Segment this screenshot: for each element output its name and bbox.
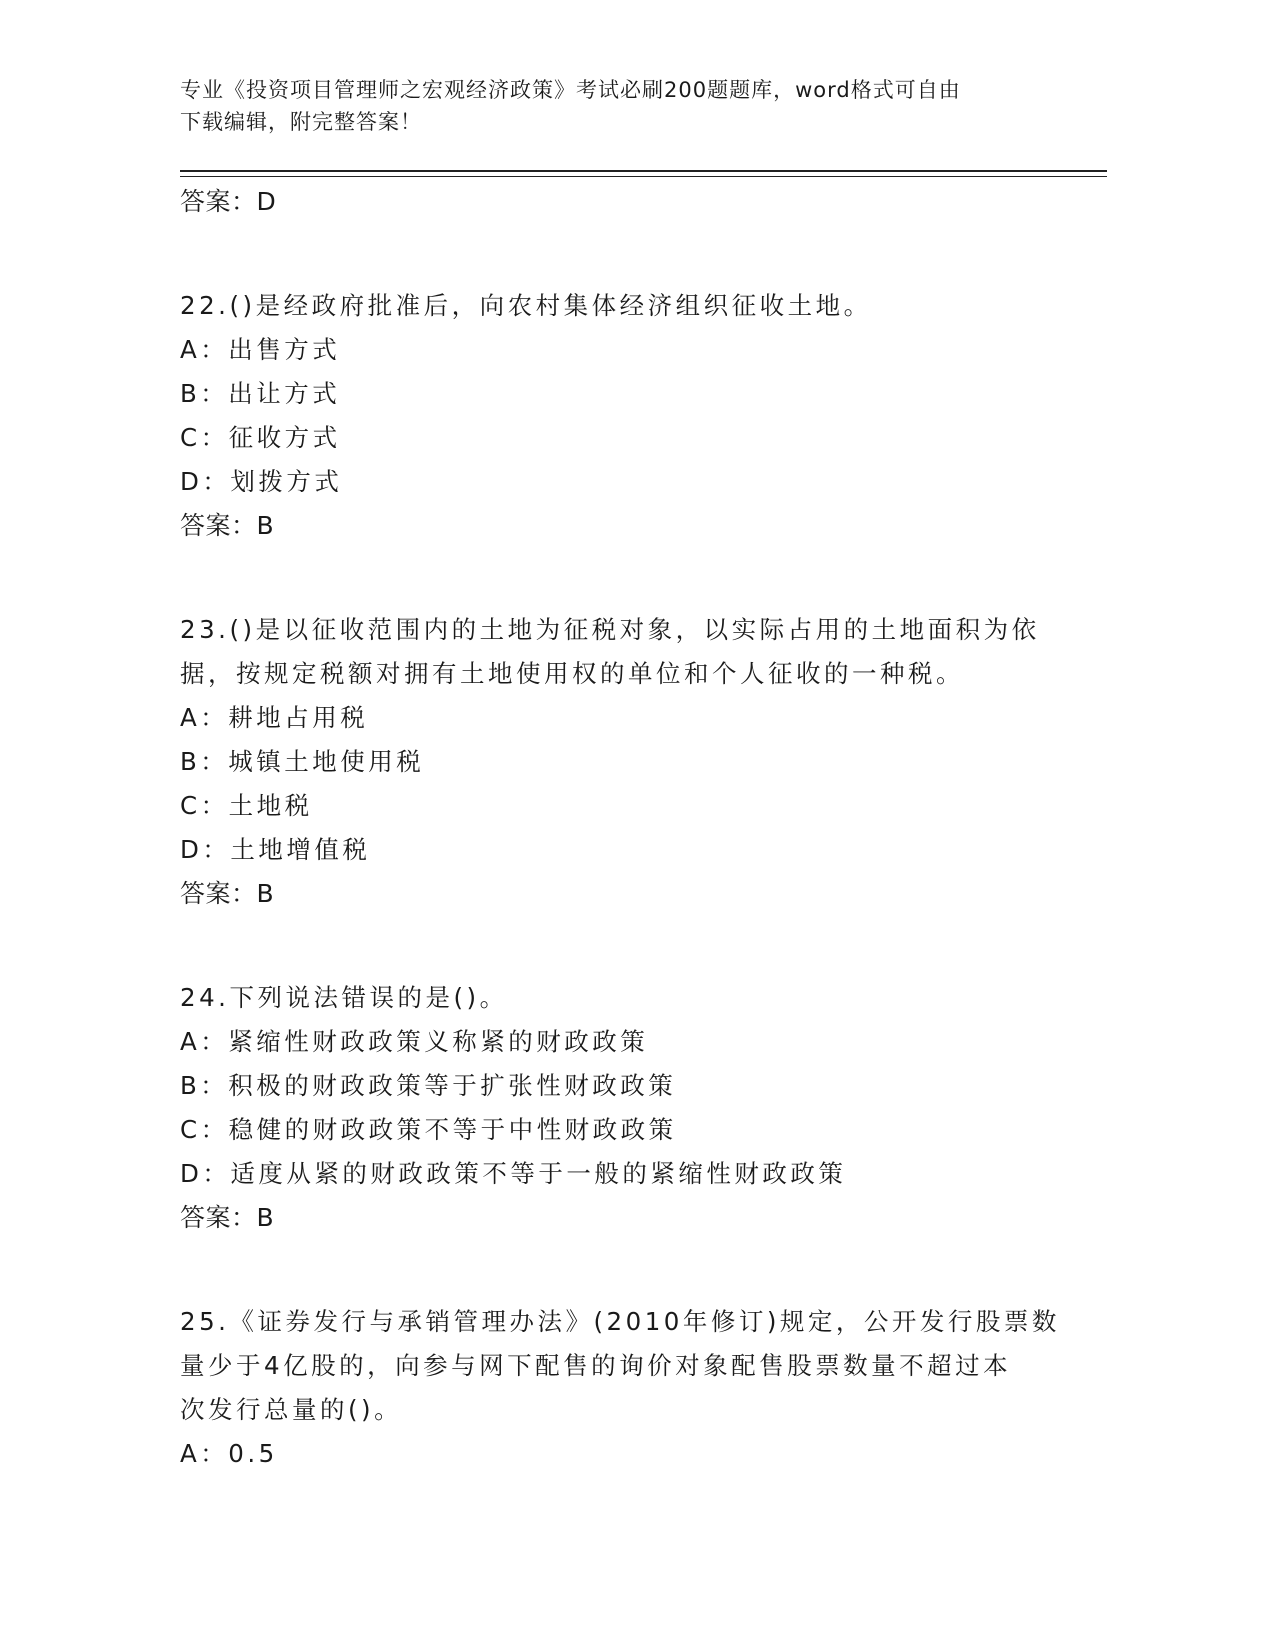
answer-label: 答案：B xyxy=(180,879,275,908)
question-22 xyxy=(180,284,1080,548)
header-line-2: 下载编辑，附完整答案！ xyxy=(180,110,422,134)
question-stem-line-2: 量少于4亿股的，向参与网下配售的询价对象配售股票数量不超过本 xyxy=(180,1351,1012,1380)
option-b: B：出让方式 xyxy=(180,379,341,408)
answer-label: 答案：D xyxy=(180,187,277,216)
option-a: A：紧缩性财政政策义称紧的财政政策 xyxy=(180,1027,649,1056)
answer-label: 答案：B xyxy=(180,1203,275,1232)
option-b: B：城镇土地使用税 xyxy=(180,747,425,776)
question-content xyxy=(180,180,1080,1476)
question-stem-line-3: 次发行总量的()。 xyxy=(180,1395,403,1424)
question-24 xyxy=(180,976,1080,1240)
option-c: C：征收方式 xyxy=(180,423,341,452)
spacer xyxy=(180,916,1080,976)
option-a: A：耕地占用税 xyxy=(180,703,369,732)
spacer xyxy=(180,548,1080,608)
option-d: D：划拨方式 xyxy=(180,467,343,496)
spacer xyxy=(180,1240,1080,1300)
answer-label: 答案：B xyxy=(180,511,275,540)
header-divider-thick xyxy=(180,170,1107,172)
question-stem-line-1: 25.《证券发行与承销管理办法》(2010年修订)规定，公开发行股票数 xyxy=(180,1307,1060,1336)
question-25 xyxy=(180,1300,1080,1476)
option-c: C：土地税 xyxy=(180,791,313,820)
question-stem-line-2: 据，按规定税额对拥有土地使用权的单位和个人征收的一种税。 xyxy=(180,659,964,688)
option-d: D：适度从紧的财政政策不等于一般的紧缩性财政政策 xyxy=(180,1159,847,1188)
option-a: A：出售方式 xyxy=(180,335,341,364)
document-header xyxy=(180,74,1060,138)
option-a: A：0.5 xyxy=(180,1439,278,1468)
header-divider-thin xyxy=(180,176,1107,177)
question-stem-line-1: 23.()是以征收范围内的土地为征税对象，以实际占用的土地面积为依 xyxy=(180,615,1040,644)
spacer xyxy=(180,224,1080,284)
option-c: C：稳健的财政政策不等于中性财政政策 xyxy=(180,1115,677,1144)
header-line-1: 专业《投资项目管理师之宏观经济政策》考试必刷200题题库，word格式可自由 xyxy=(180,78,961,102)
question-stem: 22.()是经政府批准后，向农村集体经济组织征收土地。 xyxy=(180,291,872,320)
option-b: B：积极的财政政策等于扩张性财政政策 xyxy=(180,1071,677,1100)
question-23 xyxy=(180,608,1080,916)
question-stem: 24.下列说法错误的是()。 xyxy=(180,983,508,1012)
option-d: D：土地增值税 xyxy=(180,835,371,864)
